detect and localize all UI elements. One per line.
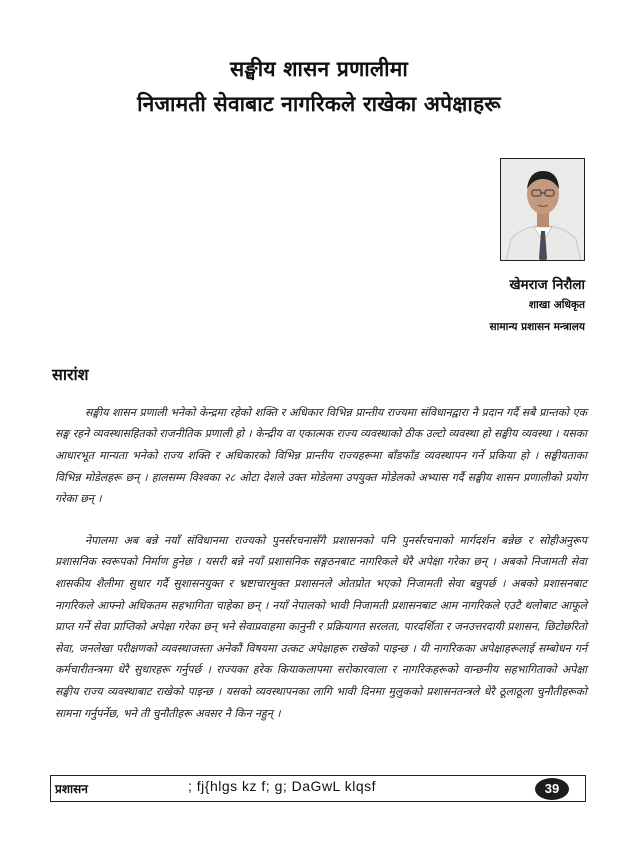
page-number-badge: 39 — [535, 778, 569, 800]
abstract-paragraph-2: नेपालमा अब बन्ने नयाँ संविधानमा राज्यको पुनर्संरचनासँगै प्रशासनको पनि पुनर्संरचनाको मार्गदर्शन बन्नेछ र सोहीअनुरूप प्रशासनिक स्वरूपको निर्माण हुनेछ । यसरी बन्ने नयाँ प्रशासनिक सङ्गठनबाट नागरिकले धेरै अपेक्षा गरेका छन् । अबको निजामती सेवा शासकीय शैलीमा सुधार गर्दै सुशासनयुक्त र भ्रष्टाचारमुक्त प्रशासनले ओतप्रोत भएको निजामती सेवा बन्नुपर्छ । अबको प्रशासनबाट नागरिकले आफ्नो अधिकतम सहभागिता चाहेका छन् । नयाँ नेपालको भावी निजामती प्रशासनबाट आम नागरिकले एउटै थलोबाट आफूले प्राप्त गर्ने सेवा प्राप्तिको अपेक्षा गरेका छन् भने सेवाप्रवाहमा कानुनी र प्रक्रियागत सरलता, पारदर्शिता र जनउत्तरदायी प्रशासन, छिटोछरितो सेवा, जनलेखा परीक्षणको व्यवस्थाजस्ता अनेकौं विषयमा उत्कट अपेक्षाहरू राखेको पाइन्छ । यी नागरिकका अपेक्षाहरूलाई सम्बोधन गर्न कर्मचारीतन्त्रमा धेरै सुधारहरू गर्नुपर्छ । राज्यका हरेक कियाकलापमा सरोकारवाला र नागरिकहरूको वान्छनीय सहभागिताको अपेक्षा सङ्घीय राज्य व्यवस्थाबाट राखेको पाइन्छ । यसको व्यवस्थापनका लागि भावी दिनमा मुलुकको प्रशासनतन्त्रले धेरै ठूलाठूला चुनौतीहरूको सामना गर्नुपर्नेछ, भने ती चुनौतीहरू अवसर नै किन नहुन् । — [55, 533, 587, 720]
article-title-line-1: सङ्घीय शासन प्रणालीमा — [230, 57, 408, 81]
author-organization: सामान्य प्रशासन मन्त्रालय — [489, 321, 585, 333]
abstract-paragraph-1: सङ्घीय शासन प्रणाली भनेको केन्द्रमा रहेको शक्ति र अधिकार विभिन्न प्रान्तीय राज्यमा संविधानद्वारा नै प्रदान गर्दै सबै प्रान्तको एक सङ्घ रहने व्यवस्थासहितको राजनीतिक प्रणाली हो । केन्द्रीय वा एकात्मक राज्य व्यवस्थाको ठीक उल्टो व्यवस्था हो सङ्घीय व्यवस्था । यसका आधारभूत मान्यता भनेको राज्य शक्ति र अधिकारको विभिन्न प्रान्तीय राज्यहरूमा बाँडफाँड व्यवस्थापन गर्ने प्रकिया हो । सङ्घीयताका विभिन्न मोडेलहरू छन् । हालसम्म विश्वका २८ ओटा देशले उक्त मोडेलमा उपयुक्त मोडेलको अभ्यास गर्दै सङ्घीय शासन प्रणालीको प्रयोग गरेका छन् । — [55, 405, 587, 506]
footer-journal-label: प्रशासन — [55, 782, 88, 796]
article-title-line-2: निजामती सेवाबाट नागरिकले राखेका अपेक्षाहरू — [137, 92, 501, 116]
author-portrait-icon — [501, 159, 585, 261]
author-name: खेमराज निरौला — [509, 277, 585, 293]
author-photo — [500, 158, 585, 261]
abstract-heading: सारांश — [52, 365, 89, 384]
footer-journal-title: ; fj{hlgs kz f; g; DaGwL klqsf — [188, 778, 376, 794]
author-position: शाखा अधिकृत — [528, 299, 585, 311]
